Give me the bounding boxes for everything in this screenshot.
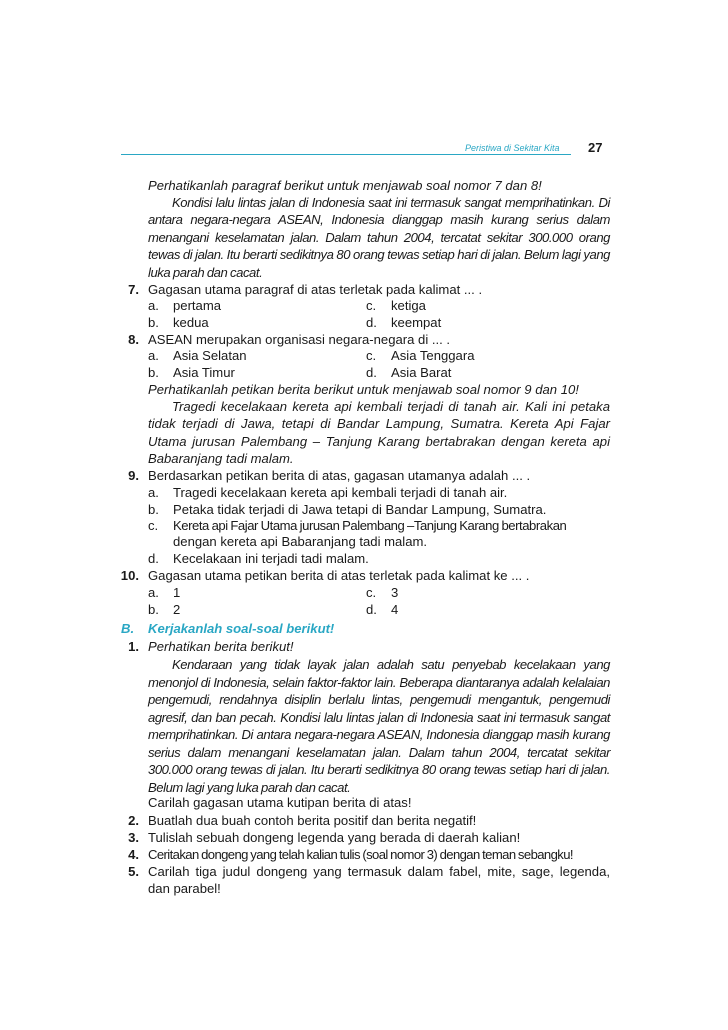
- section-title: Kerjakanlah soal-soal berikut!: [148, 621, 335, 636]
- option-letter: a.: [148, 585, 159, 600]
- option-text: 3: [391, 585, 399, 600]
- question-9-option-c-continued: [0, 533, 610, 550]
- question-9-option-a: [0, 484, 610, 501]
- task-2: [0, 812, 610, 829]
- question-text: Gagasan utama paragraf di atas terletak pada kalimat ... .: [148, 282, 483, 297]
- option-text: 1: [173, 585, 181, 600]
- question-9-option-d: [0, 550, 610, 567]
- question-number: 9.: [128, 468, 139, 483]
- option-letter: d.: [148, 551, 159, 566]
- question-8-options-row-1: [0, 347, 610, 364]
- option-text: 4: [391, 602, 399, 617]
- header-rule: [121, 154, 571, 155]
- task-text: Perhatikan berita berikut!: [148, 639, 294, 654]
- task-number: 1.: [128, 639, 139, 654]
- option-text: kedua: [173, 315, 209, 330]
- option-text: Asia Tenggara: [391, 348, 475, 363]
- option-text: Kecelakaan ini terjadi tadi malam.: [173, 551, 369, 566]
- option-letter: d.: [366, 365, 377, 380]
- option-text: pertama: [173, 298, 222, 313]
- question-text: Gagasan utama petikan berita di atas terletak pada kalimat ke ... .: [148, 568, 530, 583]
- page-number: 27: [588, 140, 603, 155]
- task-text: Ceritakan dongeng yang telah kalian tulis (soal nomor 3) dengan teman sebangku!: [148, 847, 573, 862]
- question-10: [0, 567, 610, 584]
- option-letter: a.: [148, 348, 159, 363]
- question-number: 10.: [120, 568, 139, 583]
- option-letter: d.: [366, 602, 377, 617]
- option-text: 2: [173, 602, 181, 617]
- task-number: 2.: [128, 813, 139, 828]
- question-9-option-c: [0, 517, 610, 534]
- option-letter: b.: [148, 315, 159, 330]
- task-text: Buatlah dua buah contoh berita positif dan berita negatif!: [148, 813, 477, 828]
- option-letter: c.: [366, 348, 377, 363]
- question-10-options-row-2: [0, 601, 610, 618]
- question-7-options-row-1: [0, 297, 610, 314]
- question-8-options-row-2: [0, 364, 610, 381]
- question-9-option-b: [0, 501, 610, 518]
- task-number: 3.: [128, 830, 139, 845]
- task-text: Carilah gagasan utama kutipan berita di atas!: [148, 795, 412, 810]
- task-1-instruction: [0, 794, 610, 811]
- option-text: Asia Selatan: [173, 348, 247, 363]
- task-4: [0, 846, 610, 863]
- task-number: 4.: [128, 847, 139, 862]
- option-text: Asia Timur: [173, 365, 235, 380]
- option-letter: b.: [148, 365, 159, 380]
- option-text: keempat: [391, 315, 442, 330]
- task-3: [0, 829, 610, 846]
- option-letter: a.: [148, 485, 159, 500]
- option-letter: a.: [148, 298, 159, 313]
- option-letter: d.: [366, 315, 377, 330]
- question-8: [0, 331, 610, 348]
- option-text: Kereta api Fajar Utama jurusan Palembang –Tanjung Karang bertabrakan: [173, 518, 567, 533]
- option-text: dengan kereta api Babaranjang tadi malam.: [173, 534, 428, 549]
- task-number: 5.: [128, 864, 139, 879]
- intro-text-q7-8: Perhatikanlah paragraf berikut untuk menjawab soal nomor 7 dan 8!: [148, 178, 542, 193]
- option-letter: b.: [148, 502, 159, 517]
- running-header-title: Peristiwa di Sekitar Kita: [465, 143, 560, 153]
- question-7: [0, 281, 610, 298]
- option-letter: c.: [366, 585, 377, 600]
- question-text: ASEAN merupakan organisasi negara-negara di ... .: [148, 332, 451, 347]
- news-paragraph: Kendaraan yang tidak layak jalan adalah satu penyebab kecelakaan yang menonjol di Indonesia, selain faktor-faktor lain. Beberapa diantaranya adalah kelalaian pengemudi, rendahnya disiplin berlalu lintas, pengemudi mengantuk, pengemudi agresif, dan ban pecah. Kondisi lalu lintas jalan di Indonesia saat ini termasuk sangat memprihatinkan. Di antara negara-negara ASEAN, Indonesia dianggap masih kurang serius dalam menangani keselamatan jalan. Dalam tahun 2004, tercatat sekitar 300.000 orang tewas di jalan. Itu berarti sedikitnya 80 orang tewas setiap hari di jalan. Belum lagi yang luka parah dan cacat.: [148, 657, 610, 795]
- option-letter: c.: [148, 518, 159, 533]
- question-10-options-row-1: [0, 584, 610, 601]
- option-text: Asia Barat: [391, 365, 452, 380]
- question-text: Berdasarkan petikan berita di atas, gagasan utamanya adalah ... .: [148, 468, 531, 483]
- section-b-heading: [0, 620, 610, 637]
- task-1: [0, 638, 610, 655]
- reading-paragraph-1: Kondisi lalu lintas jalan di Indonesia saat ini termasuk sangat memprihatinkan. Di antara negara-negara ASEAN, Indonesia dianggap masih kurang serius dalam menangani keselamatan jalan. Dalam tahun 2004, tercatat sekitar 300.000 orang tewas di jalan. Itu berarti sedikitnya 80 orang tewas setiap hari di jalan. Belum lagi yang luka parah dan cacat.: [148, 195, 610, 280]
- option-letter: b.: [148, 602, 159, 617]
- option-text: Petaka tidak terjadi di Jawa tetapi di Bandar Lampung, Sumatra.: [173, 502, 547, 517]
- question-7-options-row-2: [0, 314, 610, 331]
- option-letter: c.: [366, 298, 377, 313]
- option-text: Tragedi kecelakaan kereta api kembali terjadi di tanah air.: [173, 485, 508, 500]
- task-5-text: Carilah tiga judul dongeng yang termasuk dalam fabel, mite, sage, legenda, dan parabel!: [148, 864, 610, 896]
- question-number: 7.: [128, 282, 139, 297]
- question-number: 8.: [128, 332, 139, 347]
- reading-paragraph-2: Tragedi kecelakaan kereta api kembali terjadi di tanah air. Kali ini petaka tidak terjadi di Jawa, tetapi di Bandar Lampung, Sumatra. Kereta Api Fajar Utama jurusan Palembang – Tanjung Karang bertabrakan dengan kereta api Babaranjang tadi malam.: [148, 399, 610, 467]
- intro-text-q9-10: Perhatikanlah petikan berita berikut untuk menjawab soal nomor 9 dan 10!: [148, 382, 579, 397]
- option-text: ketiga: [391, 298, 426, 313]
- question-9: [0, 467, 610, 484]
- section-label: B.: [121, 621, 135, 636]
- task-text: Tulislah sebuah dongeng legenda yang berada di daerah kalian!: [148, 830, 521, 845]
